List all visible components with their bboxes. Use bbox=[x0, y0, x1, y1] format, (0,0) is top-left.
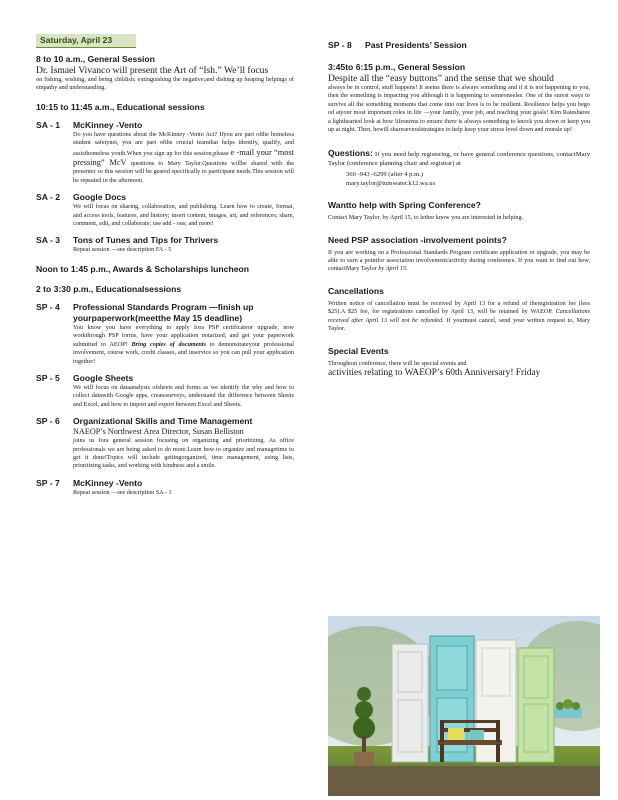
special-events-text: Throughout conference, there will be special events and bbox=[328, 359, 467, 367]
session-desc-emphasis: Bring copies of documents bbox=[131, 340, 207, 348]
session-title: Professional Standards Program —finish up yourpaperwork(meetthe May 15 deadline) bbox=[73, 301, 254, 323]
session-desc-cont: to demonstrateyour professional involvement, course work, credit classes, and inservice so you can pull your application together! bbox=[73, 340, 295, 365]
session-title: Google Docs bbox=[73, 192, 127, 203]
luncheon-heading: Noon to 1:45 p.m., Awards & Scholarships luncheon bbox=[36, 263, 249, 274]
sp8-time: 3:45to 6:15 p.m., General Session bbox=[328, 62, 466, 72]
session-desc: Repeat session —see description FA - 5 bbox=[73, 246, 172, 254]
wantto-heading: Wantto help with Spring Conference? bbox=[328, 200, 481, 211]
session-desc: You know you have everything to apply fora PSP certificateor upgrade, now workthrough PSP forms, have your application notarized, and get your paperwork submitted to AEOP! bbox=[73, 323, 294, 348]
session-code: SA - 3 bbox=[36, 235, 61, 246]
special-events-heading: Special Events bbox=[328, 345, 389, 356]
psp-text: If you are working on a Professional Standards Program certificate application or upgrade, you may be able to earn a pointfor association involvement/activity during conference. If you want to find out how, contactMary Taylor bbox=[328, 248, 590, 273]
session-sp4 bbox=[36, 302, 294, 366]
photo-illustration bbox=[328, 616, 600, 796]
special-events-anniversary: activities relating to WAEOP’s 60th Anniversary! Friday bbox=[328, 367, 541, 378]
session-sa3 bbox=[36, 235, 294, 254]
session-desc: joins us fora general session focusing on organizing and prioritizing. As office professionals we are being asked to do more.Learn how to organize and managetime to get it done!Topics will include gettingorganized, time management, using lists, prioritizing tasks, and working with kindness and a smile. bbox=[73, 437, 294, 470]
general-session-intro: Dr. Ismael Vivanco will present the Art of “Ish.” We’ll focus bbox=[36, 65, 269, 76]
questions-text: If you need help registering, or have general conference questions, contactMary Taylor (conference planning chair and registrar) at bbox=[328, 151, 591, 167]
date-bar: Saturday, April 23 bbox=[36, 34, 136, 48]
sp8-intro: Despite all the “easy buttons” and the sense that we should bbox=[328, 73, 554, 84]
afternoon-sessions-heading: 2 to 3:30 p.m., Educationalsessions bbox=[36, 283, 182, 294]
cancellations-text: Written notice of cancellation must be received by April 13 for a refund of theregistration fee (less $25).A $25 fee, for registrations cancelled by April 13, will be retained by WAEOP. bbox=[328, 299, 590, 316]
session-desc-emphasis: e -mail your “most pressing” McV bbox=[73, 147, 295, 168]
session-title: Organizational Skills and Time Management bbox=[73, 416, 253, 427]
wantto-text: Contact Mary Taylor, by April 15, to lether know you are interested in helping. bbox=[328, 214, 524, 222]
session-sp5 bbox=[36, 373, 294, 409]
session-code: SP - 6 bbox=[36, 416, 60, 427]
session-code: SP - 5 bbox=[36, 372, 60, 383]
session-title: Google Sheets bbox=[73, 372, 134, 383]
right-column: SP - 8 Past Presidents’ Session 3:45to 6:15 p.m., General Session Despite all the “easy buttons” and the sense that we should always be in control, stuff happens! It seems there is always something and if it is not happening to you, then the something is impacting you although it is happening to someoneelse. One of the surest ways to survive all the something moments that come into our lives is to be resilient. Resilience helps you bego od atyour most important roles in life —your family, your job, and reaching your goals! Kim Ratesharee a lighthearted look at how lifeseems to ensure there is always something to knock you down or keep you up at night. Then, hewill shareseveralstrategies to help keep your stress level down and morale up! Questions: If you need help registering, or have general conference questions, contactMary Taylor (conference planning chair and registrar) at 360 -943 -6299 (after 4 p.m.) mary.taylor@tumwater.k12.wa.us Wantto help with Spring Conference? Contact Mary Taylor, by April 15, to lether know you are interested in helping. Need PSP association -involvement points? If you are working on a Professional Standards Program certificate application or upgrade, you may be able to earn a pointfor association involvement/activity during conference. If you want to find out how, contactMary Taylor by April 15. Cancellations Written notice of cancellation must be received by April 13 for a refund of theregistration fee (less $25).A $25 fee, for registrations cancelled by April 13, will be retained by WAEOP. Cancellations received after April 13 will not be refunded. If yourmust cancel, send your written request to, Mary Taylor. Special Events Throughout conference, there will be special events and activities relating to WAEOP’s 60th Anniversary! Friday bbox=[328, 40, 591, 378]
session-desc-cont: questions to Mary Taylor.Questions willbe shared with the presenter so this session will be geared specifically to participant needs.This session will be repeated in the afternoon. bbox=[73, 160, 295, 184]
general-session-time: 8 to 10 a.m., General Session bbox=[36, 54, 155, 64]
questions-heading: Questions: bbox=[328, 148, 373, 159]
session-title: Past Presidents’ Session bbox=[365, 40, 467, 50]
session-presenter: NAEOP’s Northwest Area Director, Susan Belliston bbox=[73, 427, 244, 437]
session-title: McKinney -Vento bbox=[73, 119, 143, 130]
psp-heading: Need PSP association -involvement points? bbox=[328, 234, 507, 245]
session-title: Tons of Tunes and Tips for Thrivers bbox=[73, 235, 219, 246]
contact-phone: 360 -943 -6299 (after 4 p.m.) bbox=[346, 171, 424, 179]
session-title: McKinney -Vento bbox=[73, 477, 143, 488]
psp-deadline: by April 15 bbox=[378, 265, 407, 273]
session-sa1 bbox=[36, 120, 294, 185]
cancellations-request: If yourmust cancel, send your written request to, Mary Taylor. bbox=[328, 316, 591, 333]
session-desc: Do you have questions about the McKinney -Vento Act? Ifyou are part ofthe homeless student safetynet, you are part ofthe crucial teamthat helps identify, qualify, and assisthomeless youth.When you sign up for this session,please bbox=[73, 130, 294, 157]
session-sp8 bbox=[328, 40, 590, 51]
cancellations-policy: Cancellations received after April 13 will not be refunded. bbox=[328, 308, 590, 324]
left-column bbox=[36, 34, 294, 497]
session-sp7 bbox=[36, 478, 294, 497]
sp8-desc: always be in control, stuff happens! It seems there is always something and if it is not happening to you, then the something is impacting you although it is happening to someoneelse. One of the surest ways to survive all the something moments that come into our lives is to be resilient. Resilience helps you bego od atyour most important roles in life —your family, your job, and reaching your goals! Kim Ratesharee a lighthearted look at how lifeseems to ensure there is always something to knock you down or keep you up at night. Then, hewill shareseveralstrategies to help keep your stress level down and morale up! bbox=[328, 84, 590, 134]
session-code: SP - 7 bbox=[36, 477, 60, 488]
session-code: SA - 2 bbox=[36, 192, 61, 203]
session-sp6 bbox=[36, 416, 294, 471]
cancellations-heading: Cancellations bbox=[328, 285, 384, 296]
contact-email[interactable]: mary.taylor@tumwater.k12.wa.us bbox=[346, 180, 436, 188]
session-code: SP - 4 bbox=[36, 301, 60, 312]
session-desc: We will focus on dataanalysis ofsheets and forms as we identify the why and how to collect datawith Google apps, createsurveys, understand the difference between Sheets and Excel, and how to import and export between Excel and Sheets. bbox=[73, 383, 294, 408]
session-desc: Repeat session —see description SA - 1 bbox=[73, 488, 172, 496]
general-session-desc: on fishing, wishing, and being childish; extinguishing the negative;and dishing up heaping helpings of empathy and understanding. bbox=[36, 76, 294, 92]
educational-sessions-heading: 10:15 to 11:45 a.m., Educational sessions bbox=[36, 101, 205, 112]
session-code: SP - 8 bbox=[328, 40, 352, 50]
doors-bench-photo bbox=[328, 616, 600, 796]
session-code: SA - 1 bbox=[36, 119, 61, 130]
session-desc: We will focus on sharing, collaboration, and publishing. Learn how to create, format, and access tools, features, and history; insert content, images, art, and references; share, comment, edit, and collaborate; use add - ons; and more! bbox=[73, 203, 294, 228]
session-sa2 bbox=[36, 192, 294, 228]
